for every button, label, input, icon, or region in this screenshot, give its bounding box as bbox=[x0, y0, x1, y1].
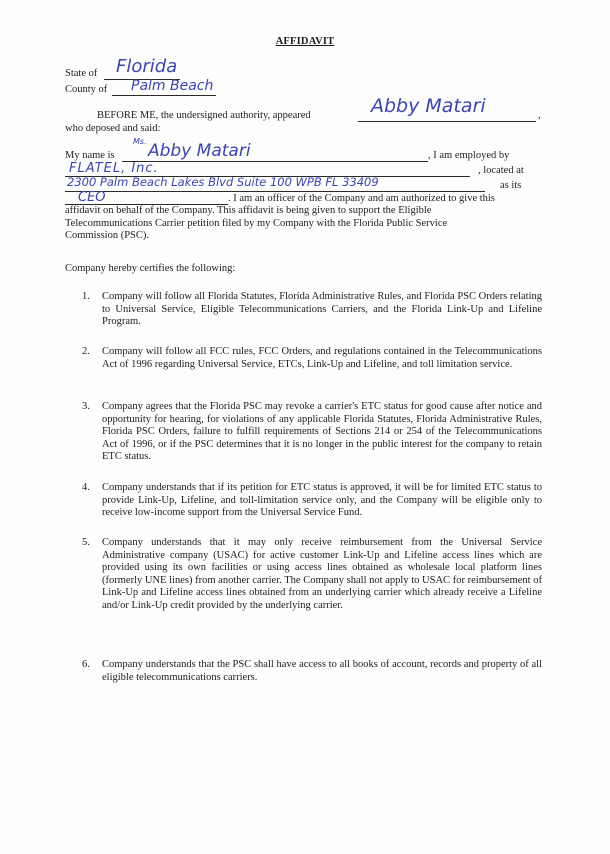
appeared-name: Abby Matari bbox=[371, 95, 486, 117]
employed-by-text: , I am employed by bbox=[428, 150, 510, 161]
officer-text: . I am an officer of the Company and am authorized to give this bbox=[228, 193, 495, 204]
certifies-text: Company hereby certifies the following: bbox=[65, 263, 236, 274]
paragraph-line-2: Telecommunications Carrier petition filed by my Company with the Florida Public Service bbox=[65, 218, 448, 229]
paragraph-line-3: Commission (PSC). bbox=[65, 230, 150, 241]
company-value: FLATEL, Inc. bbox=[69, 161, 159, 176]
state-value: Florida bbox=[116, 56, 178, 77]
item-number: 6. bbox=[82, 659, 90, 670]
my-name-underline bbox=[122, 161, 428, 162]
position-value: CEO bbox=[78, 190, 106, 205]
item-text: Company will follow all FCC rules, FCC Orders, and regulations contained in the Telecommunications Act of 1996 regarding Universal Service, ETCs, Link-Up and Lifeline, and toll limitation service. bbox=[102, 346, 542, 370]
item-number: 4. bbox=[82, 482, 90, 493]
my-name-value: Abby Matari bbox=[148, 141, 251, 161]
item-text: Company understands that if its petition for ETC status is approved, it will be for limited ETC status to provide Link-Up, Lifeline, and toll-limitation service only, and the Company will be eligible only to receive low-income support from the Universal Service Fund. bbox=[102, 482, 542, 519]
item-number: 5. bbox=[82, 537, 90, 548]
item-text: Company understands that it may only receive reimbursement from the Universal Service Administrative company (USAC) for active customer Link-Up and Lifeline access lines which are provided using its own facilities or using access lines obtained as wholesale local platform lines (formerly UNE lines) from another carrier. The Company shall not apply to USAC for reimbursement of Link-Up and Lifeline access lines obtained from an underlying carrier which already receive a Lifeline and/or Link-Up credit provided by the underlying carrier. bbox=[102, 537, 542, 611]
item-text: Company understands that the PSC shall have access to all books of account, records and property of all eligible telecommunications carriers. bbox=[102, 659, 542, 683]
as-its-text: as its bbox=[500, 180, 522, 191]
appeared-underline bbox=[358, 121, 536, 122]
item-number: 3. bbox=[82, 401, 90, 412]
my-name-label: My name is bbox=[65, 150, 115, 161]
item-number: 2. bbox=[82, 346, 90, 357]
county-underline bbox=[112, 95, 216, 96]
county-label: County of bbox=[65, 84, 108, 95]
name-prefix: Ms. bbox=[133, 137, 147, 146]
state-label: State of bbox=[65, 68, 98, 79]
deposed-text: who deposed and said: bbox=[65, 123, 161, 134]
item-text: Company will follow all Florida Statutes, Florida Administrative Rules, and Florida PSC Orders relating to Universal Service, Eligible Telecommunications Carriers, and the Florida Link-Up and Lifeline Program. bbox=[102, 291, 542, 328]
paragraph-line-1: affidavit on behalf of the Company. This affidavit is being given to support the Eligible bbox=[65, 205, 432, 216]
item-number: 1. bbox=[82, 291, 90, 302]
item-text: Company agrees that the Florida PSC may revoke a carrier's ETC status for good cause after notice and opportunity for hearing, for violations of any applicable Florida Statutes, Florida Administrative Rules, Florida PSC Orders, failure to fulfill requirements of Sections 214 or 254 of the Telecommunications Act of 1996, or if the PSC determines that it is no longer in the public interest for the company to retain ETC status. bbox=[102, 401, 542, 463]
before-me-text: BEFORE ME, the undersigned authority, appeared bbox=[97, 110, 311, 121]
address-underline bbox=[65, 191, 485, 192]
document-title: AFFIDAVIT bbox=[275, 36, 335, 47]
comma: , bbox=[538, 110, 541, 121]
county-value: Palm Beach bbox=[131, 78, 214, 94]
located-at-text: , located at bbox=[478, 165, 524, 176]
address-value: 2300 Palm Beach Lakes Blvd Suite 100 WPB FL 33409 bbox=[67, 175, 379, 189]
